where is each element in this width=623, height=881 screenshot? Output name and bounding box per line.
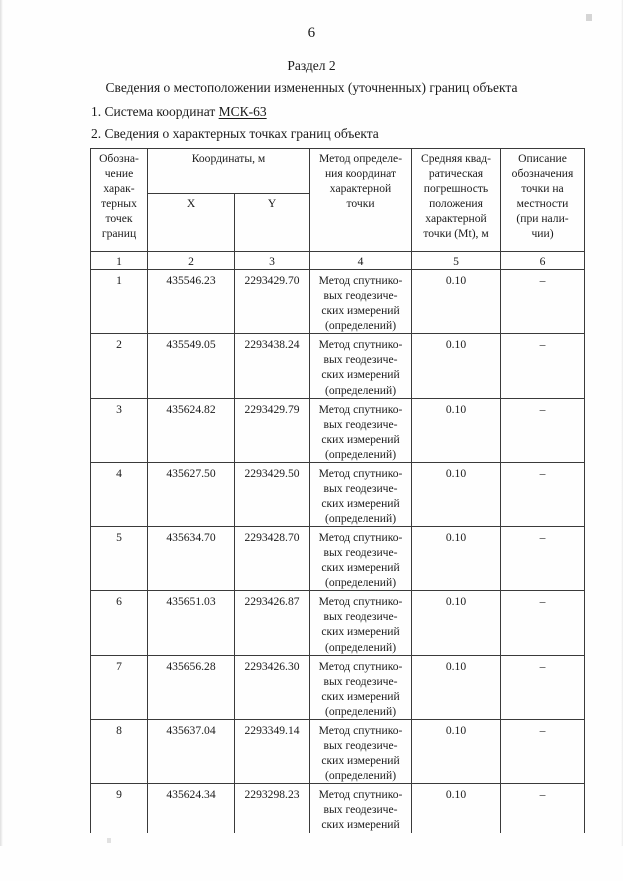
method-line: Метод спутнико- xyxy=(318,274,403,288)
section-title: Раздел 2 xyxy=(287,58,336,73)
cell-point-number: 6 xyxy=(91,591,148,655)
column-number: 1 xyxy=(91,252,148,270)
cell-coordinate-x: 435637.04 xyxy=(148,719,235,783)
method-line: ских измерений xyxy=(321,368,400,382)
header-line: характерной xyxy=(425,212,487,226)
cell-coordinate-y: 2293428.70 xyxy=(235,527,310,591)
header-line: харак- xyxy=(103,182,135,196)
cell-determination-method xyxy=(310,334,412,398)
cell-coordinate-x: 435549.05 xyxy=(148,334,235,398)
cell-point-description: – xyxy=(501,398,585,462)
method-line: (определений) xyxy=(324,576,397,590)
cell-determination-method xyxy=(310,719,412,783)
cell-coordinate-y: 2293426.87 xyxy=(235,591,310,655)
header-line: точки на xyxy=(521,182,564,196)
method-line: ских измерений xyxy=(321,689,400,703)
header-coordinates-group: Координаты, м xyxy=(148,149,310,194)
method-line: вых геодезиче- xyxy=(323,803,398,817)
header-point-designation xyxy=(91,149,148,252)
method-line: вых геодезиче- xyxy=(323,417,398,431)
method-line: вых геодезиче- xyxy=(323,546,398,560)
cell-point-number: 2 xyxy=(91,334,148,398)
header-line: Описание xyxy=(518,152,567,165)
header-line: ния координат xyxy=(324,167,397,181)
method-line: (определений) xyxy=(324,512,397,525)
method-line: (определений) xyxy=(324,769,397,782)
cell-point-description: – xyxy=(501,591,585,655)
cell-coordinate-y: 2293426.30 xyxy=(235,655,310,719)
cell-coordinate-y: 2293349.14 xyxy=(235,719,310,783)
header-line: границ xyxy=(101,227,137,241)
table-row xyxy=(91,591,585,655)
header-line: Метод определе- xyxy=(318,152,403,165)
method-line: вых геодезиче- xyxy=(323,481,398,495)
cell-point-number: 1 xyxy=(91,270,148,334)
method-line: (определений) xyxy=(324,383,397,397)
cell-determination-method xyxy=(310,591,412,655)
method-line: ских измерений xyxy=(321,432,400,446)
cell-point-description: – xyxy=(501,270,585,334)
table-body xyxy=(91,270,585,834)
cell-mean-square-error: 0.10 xyxy=(412,270,501,334)
table-row xyxy=(91,398,585,462)
method-line: Метод спутнико- xyxy=(318,659,403,673)
method-line: ских измерений xyxy=(321,625,400,639)
cell-point-description: – xyxy=(501,719,585,783)
cell-coordinate-x: 435624.34 xyxy=(148,784,235,834)
header-line: местности xyxy=(516,197,569,211)
cell-coordinate-x: 435634.70 xyxy=(148,527,235,591)
scan-artifact-speck xyxy=(586,14,592,21)
header-line: точки (Mt), м xyxy=(423,227,489,241)
scan-edge-shadow-left xyxy=(0,0,3,881)
cell-coordinate-x: 435627.50 xyxy=(148,462,235,526)
header-line: Средняя квад- xyxy=(420,152,492,165)
method-line: ских измерений xyxy=(321,496,400,510)
method-line: вых геодезиче- xyxy=(323,738,398,752)
cell-point-description: – xyxy=(501,462,585,526)
coordinate-system-label: 1. Система координат xyxy=(91,104,219,119)
header-line: положения xyxy=(429,197,483,211)
coordinate-system-line xyxy=(91,104,267,120)
header-line: Обозна- xyxy=(99,152,139,165)
table-row xyxy=(91,334,585,398)
cell-point-number: 3 xyxy=(91,398,148,462)
cell-mean-square-error: 0.10 xyxy=(412,719,501,783)
table-row xyxy=(91,462,585,526)
cell-determination-method xyxy=(310,784,412,834)
header-line: (при нали- xyxy=(516,212,569,226)
coordinate-system-value: МСК-63 xyxy=(218,104,267,119)
method-line: вых геодезиче- xyxy=(323,610,398,624)
table-column-number-row xyxy=(91,252,585,270)
cell-point-description: – xyxy=(501,655,585,719)
column-number: 5 xyxy=(412,252,501,270)
cell-determination-method xyxy=(310,270,412,334)
header-line: чии) xyxy=(531,227,554,241)
cell-coordinate-y: 2293429.50 xyxy=(235,462,310,526)
method-line: (определений) xyxy=(324,640,397,654)
page-number: 6 xyxy=(307,25,316,41)
cell-mean-square-error: 0.10 xyxy=(412,462,501,526)
cell-coordinate-x: 435624.82 xyxy=(148,398,235,462)
cell-determination-method xyxy=(310,462,412,526)
method-line: ских измерений xyxy=(321,753,400,767)
cell-point-number: 5 xyxy=(91,527,148,591)
table-row xyxy=(91,270,585,334)
header-coordinate-y: Y xyxy=(235,194,310,252)
table-row xyxy=(91,719,585,783)
cell-coordinate-x: 435651.03 xyxy=(148,591,235,655)
table-row xyxy=(91,655,585,719)
cell-point-number: 9 xyxy=(91,784,148,834)
header-mean-square-error xyxy=(412,149,501,252)
method-line: ских измерений xyxy=(321,561,400,575)
column-number: 4 xyxy=(310,252,412,270)
column-number: 2 xyxy=(148,252,235,270)
method-line: Метод спутнико- xyxy=(318,531,403,545)
header-line: обозначения xyxy=(511,167,574,181)
method-line: вых геодезиче- xyxy=(323,353,398,367)
header-line: точки xyxy=(346,197,375,211)
method-line: ских измерений xyxy=(321,304,400,318)
cell-coordinate-y: 2293298.23 xyxy=(235,784,310,834)
document-title: Сведения о местоположении измененных (уточненных) границ объекта xyxy=(105,80,518,95)
header-determination-method xyxy=(310,149,412,252)
scan-artifact-speck-bottom xyxy=(107,838,111,843)
method-line: Метод спутнико- xyxy=(318,402,403,416)
cell-point-number: 8 xyxy=(91,719,148,783)
cell-coordinate-y: 2293438.24 xyxy=(235,334,310,398)
table-header xyxy=(91,149,585,270)
characteristic-points-line: 2. Сведения о характерных точках границ объекта xyxy=(91,126,379,141)
characteristic-points-table xyxy=(90,148,585,833)
method-line: (определений) xyxy=(324,447,397,461)
header-line: характерной xyxy=(329,182,392,196)
method-line: Метод спутнико- xyxy=(318,723,403,737)
page-bottom-clip xyxy=(0,846,623,881)
method-line: (определений) xyxy=(324,319,397,333)
header-line: ратическая xyxy=(428,167,484,181)
cell-coordinate-y: 2293429.70 xyxy=(235,270,310,334)
column-number: 3 xyxy=(235,252,310,270)
cell-mean-square-error: 0.10 xyxy=(412,655,501,719)
header-coordinate-x: X xyxy=(148,194,235,252)
cell-coordinate-y: 2293429.79 xyxy=(235,398,310,462)
method-line: Метод спутнико- xyxy=(318,466,403,480)
cell-mean-square-error: 0.10 xyxy=(412,784,501,834)
cell-mean-square-error: 0.10 xyxy=(412,591,501,655)
header-line: чение xyxy=(104,167,134,181)
method-line: вых геодезиче- xyxy=(323,674,398,688)
cell-point-number: 4 xyxy=(91,462,148,526)
cell-determination-method xyxy=(310,655,412,719)
cell-coordinate-x: 435546.23 xyxy=(148,270,235,334)
cell-determination-method xyxy=(310,398,412,462)
method-line: (определений) xyxy=(324,704,397,718)
cell-point-description: – xyxy=(501,784,585,834)
table-row xyxy=(91,527,585,591)
method-line: Метод спутнико- xyxy=(318,338,403,352)
cell-mean-square-error: 0.10 xyxy=(412,527,501,591)
cell-point-description: – xyxy=(501,527,585,591)
method-line: ских измерений xyxy=(321,818,400,832)
column-number: 6 xyxy=(501,252,585,270)
cell-determination-method xyxy=(310,527,412,591)
method-line: Метод спутнико- xyxy=(318,595,403,609)
header-line: терных xyxy=(101,197,137,211)
cell-point-number: 7 xyxy=(91,655,148,719)
method-line: вых геодезиче- xyxy=(323,289,398,303)
header-point-description xyxy=(501,149,585,252)
method-line: Метод спутнико- xyxy=(318,788,403,802)
table-header-row-1 xyxy=(91,149,585,194)
cell-mean-square-error: 0.10 xyxy=(412,334,501,398)
header-line: точек xyxy=(105,212,133,226)
cell-point-description: – xyxy=(501,334,585,398)
header-line: погрешность xyxy=(423,182,489,196)
table-row xyxy=(91,784,585,834)
cell-mean-square-error: 0.10 xyxy=(412,398,501,462)
cell-coordinate-x: 435656.28 xyxy=(148,655,235,719)
